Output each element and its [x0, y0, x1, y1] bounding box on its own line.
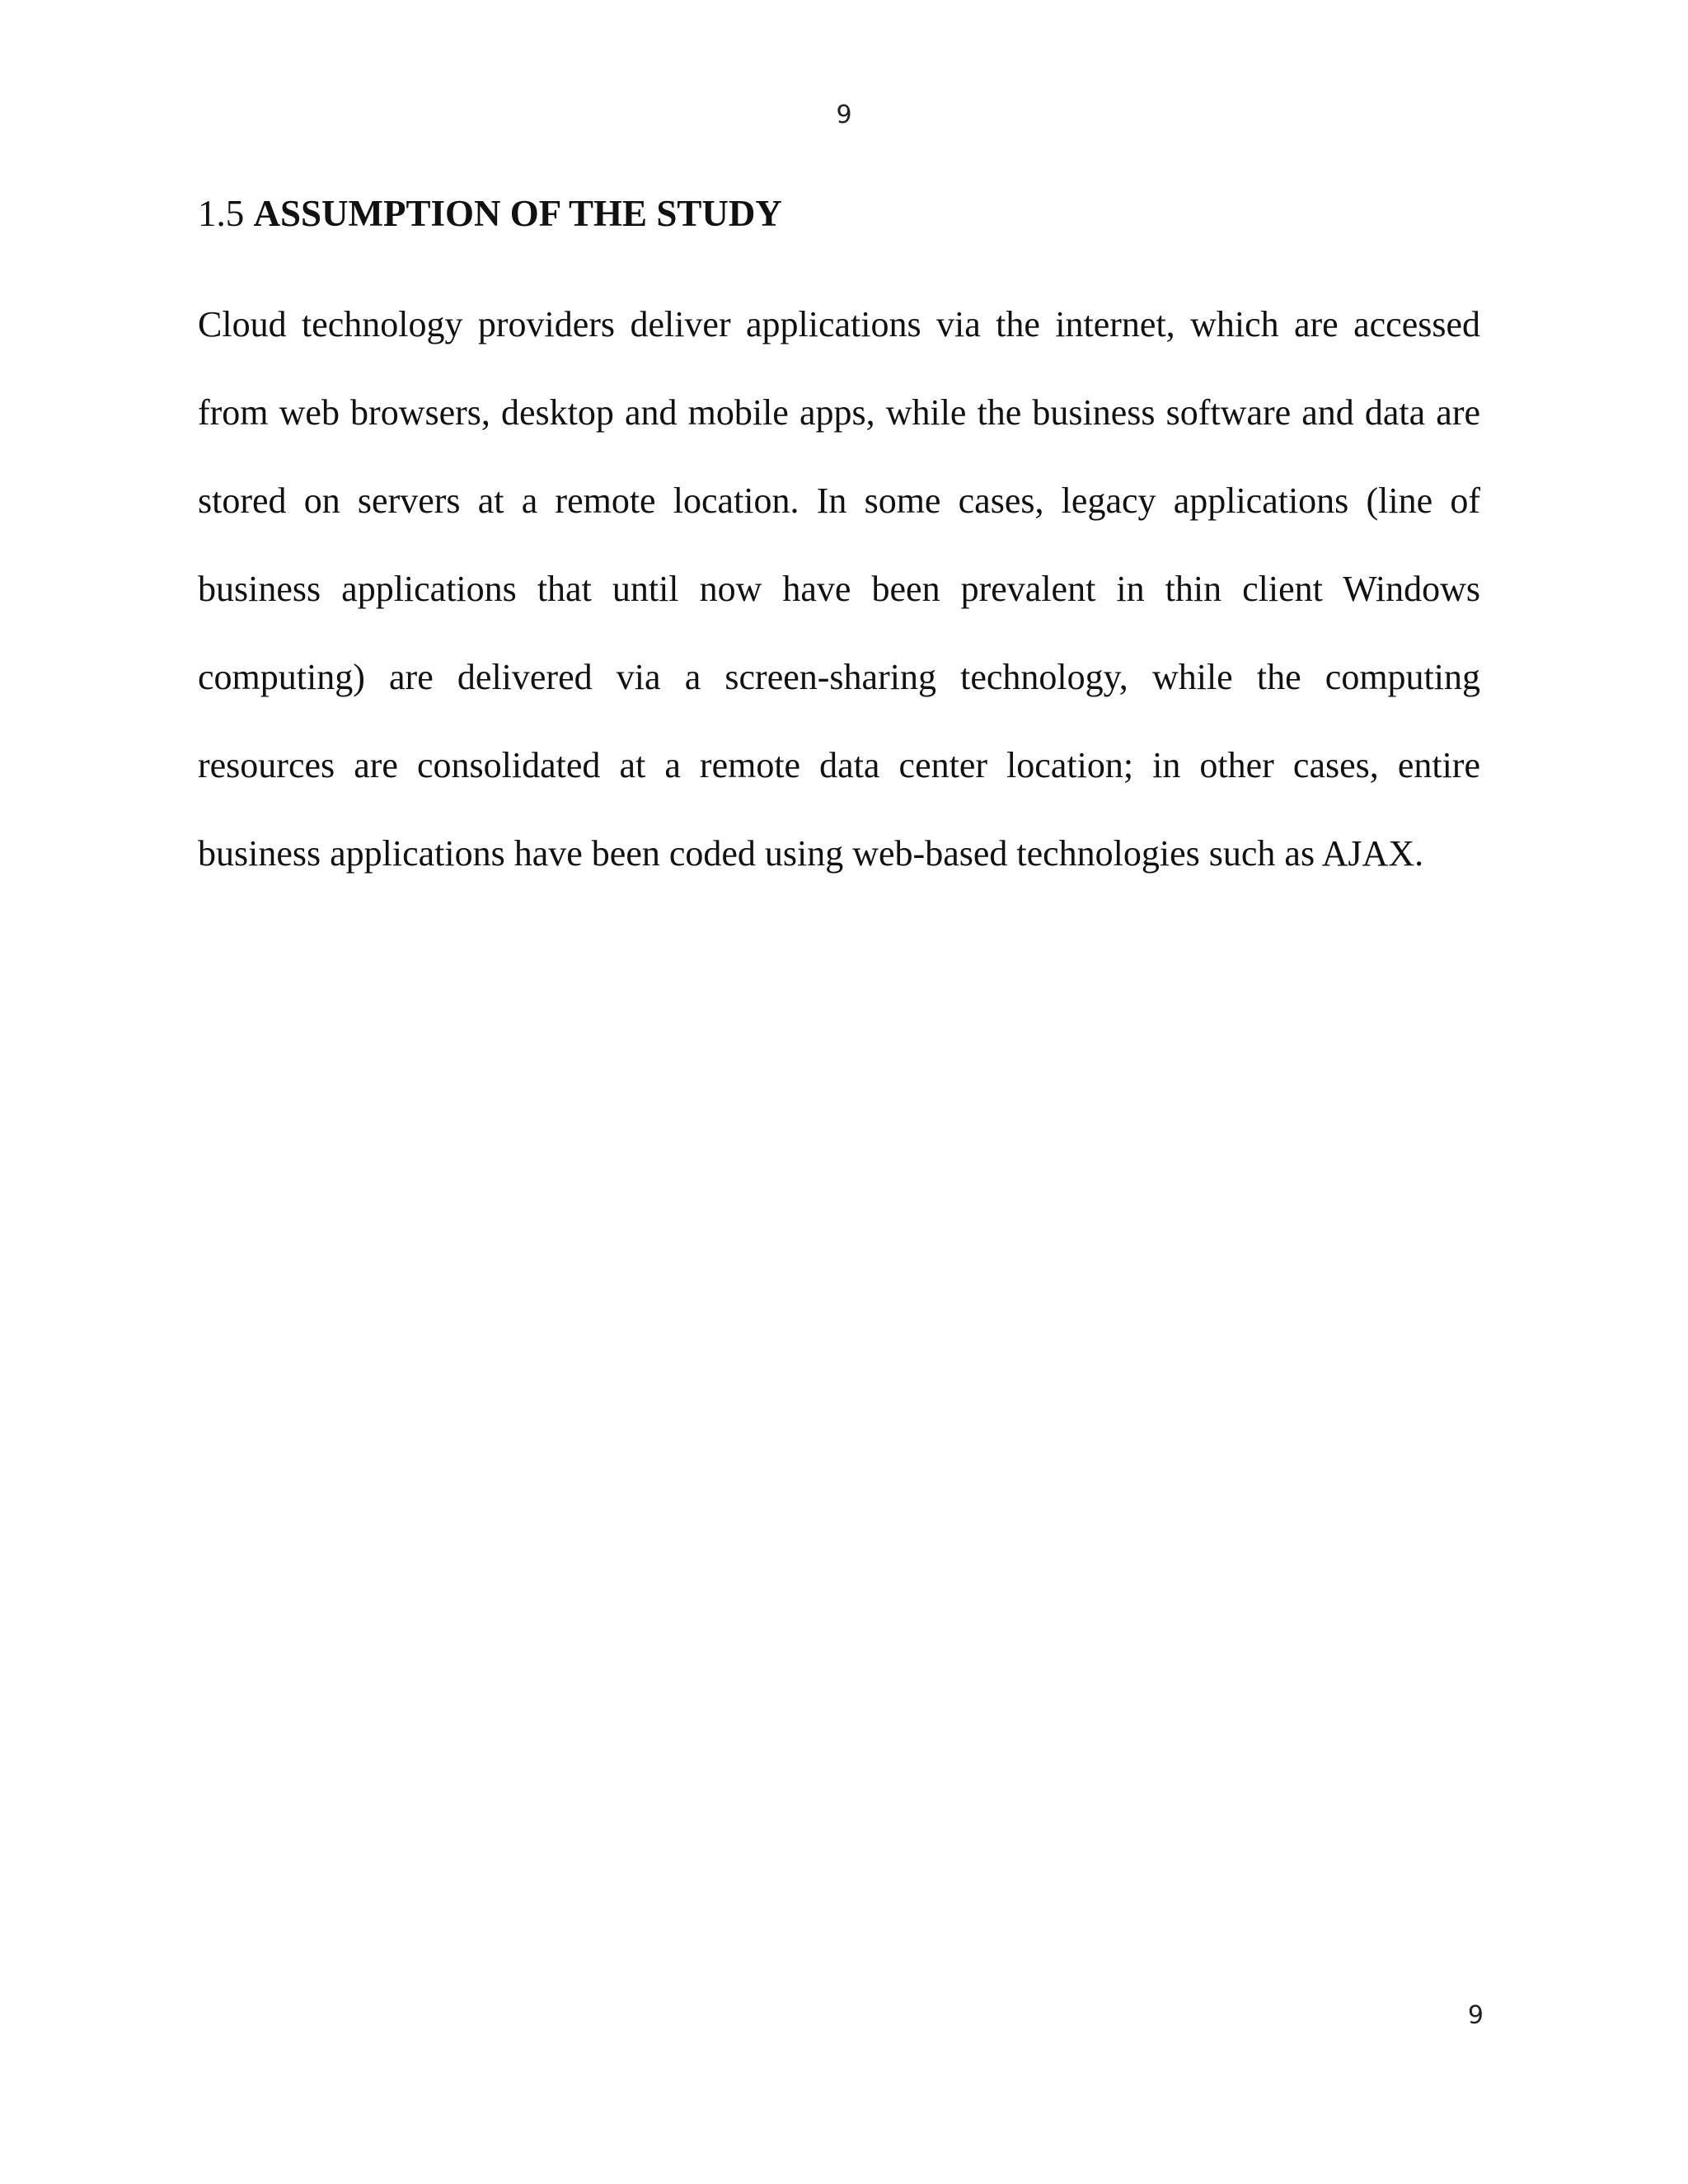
header-page-number: 9 — [836, 101, 852, 129]
section-heading — [198, 191, 782, 236]
footer-page-number: 9 — [1467, 2001, 1484, 2030]
section-number: 1.5 — [198, 193, 245, 234]
section-title: ASSUMPTION OF THE STUDY — [253, 193, 782, 234]
body-paragraph: Cloud technology providers deliver applications via the internet, which are accessed from web browsers, desktop and mobile apps, while the business software and data are stored on servers at a remote location. In some cases, legacy applications (line of business applications that until now have been prevalent in thin client Windows computing) are delivered via a screen-sharing technology, while the computing resources are consolidated at a remote data center location; in other cases, entire business applications have been coded using web-based technologies such as AJAX. — [198, 304, 1480, 874]
